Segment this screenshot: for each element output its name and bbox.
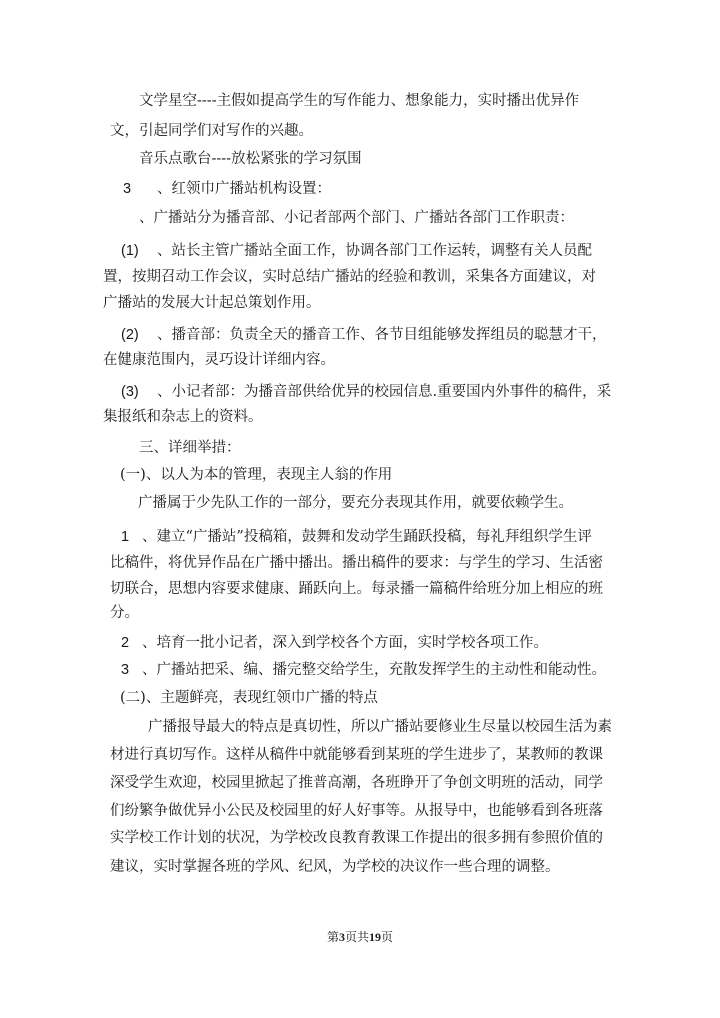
- list-item: [121, 661, 606, 679]
- text-line: 分。: [110, 605, 139, 621]
- text-line: 实学校工作计划的状况，为学校改良教育教课工作提出的很多拥有参照价值的: [110, 830, 603, 846]
- list-marker: (2): [121, 327, 139, 343]
- text-line: 音乐点歌台----放松紧张的学习氛围: [139, 151, 362, 167]
- text-line: 文，引起同学们对写作的兴趣。: [110, 123, 313, 139]
- item-text: 、站长主管广播站全面工作，协调各部门工作运转，调整有关人员配: [157, 243, 592, 259]
- page-number: 3: [338, 930, 345, 944]
- footer-suffix: 页: [381, 930, 394, 944]
- text-line: 置，按期召动工作会议，实时总结广播站的经验和教训，采集各方面建议，对: [103, 269, 596, 285]
- text-line: 集报纸和杂志上的资料。: [103, 409, 263, 425]
- item-text: 、培育一批小记者，深入到学校各个方面，实时学校各项工作。: [142, 635, 548, 651]
- list-marker: (1): [121, 243, 139, 259]
- text-line: 材进行真切写作。这样从稿件中就能够看到某班的学生进步了，某教师的教课: [110, 747, 603, 763]
- text-line: 文学星空----主假如提高学生的写作能力、想象能力，实时播出优异作: [139, 93, 580, 109]
- text-line: 们纷繁争做优异小公民及校园里的好人好事等。从报导中，也能够看到各班落: [110, 803, 603, 819]
- page-footer: [0, 929, 720, 945]
- heading-text: 、红领巾广播站机构设置：: [157, 181, 331, 197]
- section-heading: [123, 180, 331, 198]
- list-marker: 3: [121, 662, 130, 678]
- text-line: 广播属于少先队工作的一部分，要充分表现其作用，就要依赖学生。: [138, 495, 573, 511]
- item-text: 、小记者部：为播音部供给优异的校园信息.重要国内外事件的稿件，采: [157, 384, 612, 400]
- list-marker: 3: [123, 181, 132, 197]
- list-marker: 2: [121, 635, 130, 651]
- subsection-heading: (二)、主题鲜亮，表现红领巾广播的特点: [120, 690, 378, 706]
- text-line: 、广播站分为播音部、小记者部两个部门、广播站各部门工作职责：: [139, 210, 574, 226]
- list-item: [121, 528, 592, 546]
- subsection-heading: (一)、以人为本的管理，表现主人翁的作用: [120, 467, 393, 483]
- footer-middle: 页共: [344, 930, 369, 944]
- text-line: 切联合，思想内容要求健康、踊跃向上。每录播一篇稿件给班分加上相应的班: [110, 581, 603, 597]
- list-item: [121, 242, 592, 260]
- list-item: [121, 634, 548, 652]
- list-item: [121, 326, 607, 344]
- footer-prefix: 第: [326, 930, 339, 944]
- list-marker: 1: [121, 529, 130, 545]
- item-text: 、播音部：负责全天的播音工作、各节目组能够发挥组员的聪慧才干，: [157, 327, 607, 343]
- text-line: 建议，实时掌握各班的学风、纪风，为学校的决议作一些合理的调整。: [110, 859, 560, 875]
- item-text: 、建立“广播站”投稿箱，鼓舞和发动学生踊跃投稿，每礼拜组织学生评: [142, 529, 592, 545]
- list-marker: (3): [121, 384, 139, 400]
- text-line: 在健康范围内，灵巧设计详细内容。: [103, 352, 335, 368]
- item-text: 、广播站把采、编、播完整交给学生，充散发挥学生的主动性和能动性。: [142, 662, 606, 678]
- section-heading: 三、详细举措：: [139, 440, 241, 456]
- text-line: 广播站的发展大计起总策划作用。: [103, 295, 321, 311]
- page-total: 19: [369, 930, 381, 944]
- text-line: 比稿件，将优异作品在广播中播出。播出稿件的要求：与学生的学习、生活密: [110, 555, 603, 571]
- text-line: 广播报导最大的特点是真切性，所以广播站要修业生尽量以校园生活为素: [148, 719, 612, 735]
- list-item: [121, 383, 611, 401]
- text-line: 深受学生欢迎，校园里掀起了推普高潮，各班睁开了争创文明班的活动，同学: [110, 775, 603, 791]
